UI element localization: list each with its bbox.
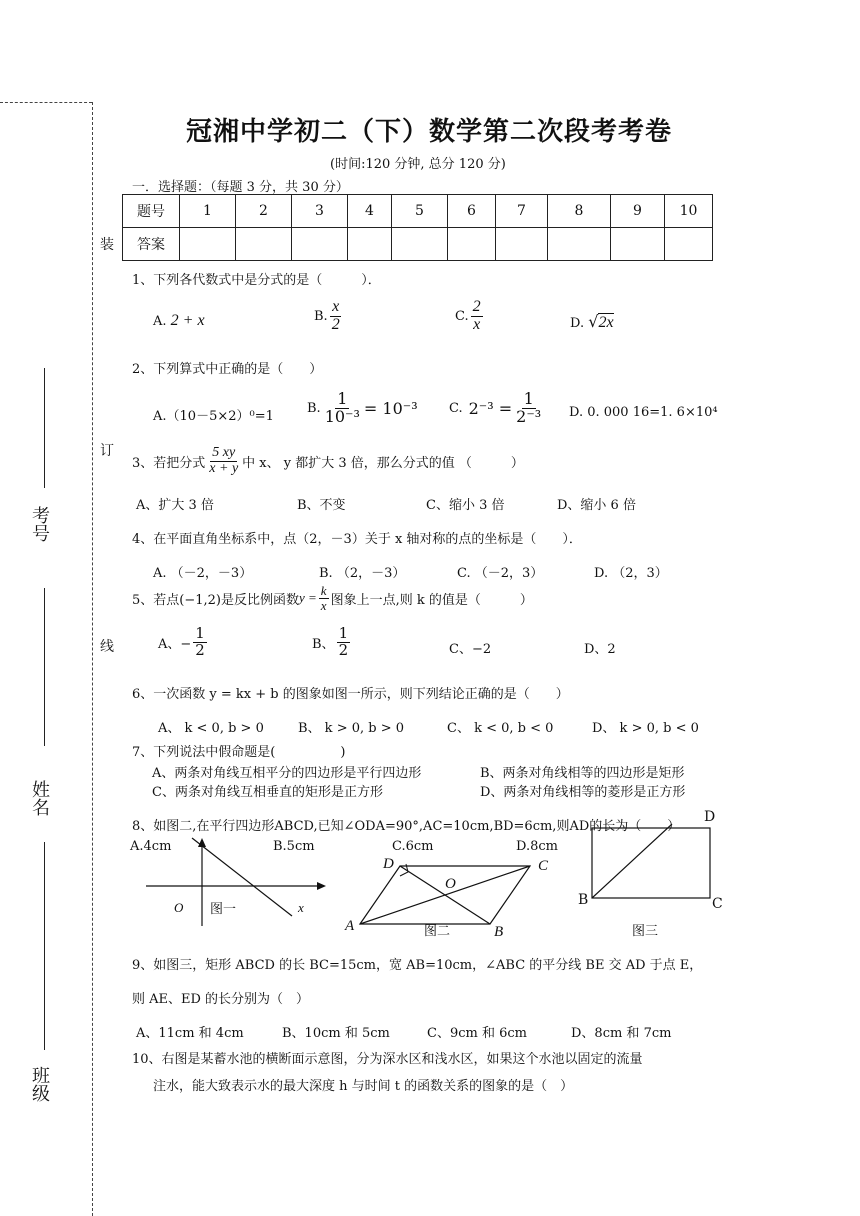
q4-option-b: B. （2，－3） bbox=[319, 566, 406, 581]
q9-option-a: A、11cm 和 4cm bbox=[136, 1026, 244, 1041]
q9-option-b: B、10cm 和 5cm bbox=[282, 1026, 390, 1041]
question-number: 5 bbox=[392, 195, 448, 228]
q7-option-c: C、两条对角线互相垂直的矩形是正方形 bbox=[152, 785, 383, 800]
denominator: x bbox=[320, 597, 327, 613]
answer-cell[interactable] bbox=[496, 228, 548, 261]
q8-option-b: B.5cm bbox=[273, 839, 315, 854]
q5-option-a bbox=[158, 626, 209, 659]
table-row-label: 题号 bbox=[123, 195, 180, 228]
question-number: 1 bbox=[180, 195, 236, 228]
stem-suffix: 中 x、 y 都扩大 3 倍，那么分式的值 （ ） bbox=[242, 455, 524, 471]
figure-3-label-c: C bbox=[712, 896, 723, 912]
table-row bbox=[123, 195, 713, 228]
numerator: k bbox=[320, 583, 327, 598]
q6-option-b: B、 k > 0, b > 0 bbox=[298, 721, 405, 736]
q1-option-a bbox=[153, 312, 205, 330]
q7-option-d: D、两条对角线相等的菱形是正方形 bbox=[480, 785, 686, 800]
numerator: 1 bbox=[523, 389, 534, 408]
answer-cell[interactable] bbox=[236, 228, 292, 261]
figure-3-caption: 图三 bbox=[632, 924, 659, 939]
q2-option-b bbox=[307, 391, 418, 426]
answer-cell[interactable] bbox=[392, 228, 448, 261]
q4-option-a: A. （－2，－3） bbox=[153, 566, 253, 581]
page-subtitle: (时间:120 分钟, 总分 120 分) bbox=[330, 157, 506, 172]
q3-option-b: B、不变 bbox=[297, 498, 346, 513]
figure-1-caption: 图一 bbox=[210, 902, 237, 917]
fraction bbox=[193, 626, 207, 659]
answer-cell[interactable] bbox=[611, 228, 665, 261]
q9-option-d: D、8cm 和 7cm bbox=[571, 1026, 672, 1041]
option-label: A. bbox=[153, 314, 167, 329]
question-number: 3 bbox=[292, 195, 348, 228]
figure-1-x-label: x bbox=[298, 900, 304, 915]
denominator: 2⁻³ bbox=[516, 406, 542, 426]
student-name-label: 姓名 bbox=[29, 780, 50, 816]
q5-option-d: D、2 bbox=[584, 642, 616, 657]
figure-2-label-d: D bbox=[383, 856, 394, 872]
question-9-line-2: 则 AE、ED 的长分别为（ ） bbox=[132, 992, 310, 1007]
denominator: 2 bbox=[195, 640, 205, 659]
binding-dash-top bbox=[0, 102, 92, 103]
figure-3-label-d: D bbox=[704, 809, 716, 825]
q7-option-b: B、两条对角线相等的四边形是矩形 bbox=[480, 766, 685, 781]
q3-option-d: D、缩小 6 倍 bbox=[557, 498, 636, 513]
figure-3-rectangle bbox=[586, 824, 716, 904]
answer-cell[interactable] bbox=[448, 228, 496, 261]
q6-option-d: D、 k > 0, b < 0 bbox=[592, 721, 699, 736]
math-expression: 2x bbox=[598, 314, 614, 331]
question-number: 7 bbox=[496, 195, 548, 228]
table-row bbox=[123, 228, 713, 261]
fraction bbox=[207, 446, 240, 476]
denominator: 10⁻³ bbox=[324, 406, 360, 426]
question-1-stem: 1、下列各代数式中是分式的是（ ）． bbox=[132, 273, 381, 288]
question-3-stem bbox=[132, 446, 524, 476]
fraction bbox=[330, 299, 342, 334]
answer-cell[interactable] bbox=[180, 228, 236, 261]
exam-number-label: 考号 bbox=[29, 506, 50, 542]
q2-option-a: A.（10－5×2）⁰=1 bbox=[153, 409, 274, 424]
q3-option-c: C、缩小 3 倍 bbox=[426, 498, 505, 513]
question-9-line-1: 9、如图三，矩形 ABCD 的长 BC=15cm，宽 AB=10cm，∠ABC 的平分线 BE 交 AD 于点 E， bbox=[132, 958, 703, 973]
denominator: x bbox=[473, 315, 481, 333]
question-number: 10 bbox=[665, 195, 713, 228]
option-label: D. bbox=[570, 316, 585, 331]
question-7-stem: 7、下列说法中假命题是( ) bbox=[132, 745, 346, 760]
answer-cell[interactable] bbox=[548, 228, 611, 261]
fraction bbox=[471, 299, 483, 334]
fraction bbox=[514, 391, 543, 426]
answer-table bbox=[122, 194, 713, 261]
page-title: 冠湘中学初二（下）数学第二次段考考卷 bbox=[186, 117, 673, 147]
denominator: x + y bbox=[209, 460, 239, 476]
stem-prefix: 5、若点(−1,2)是反比例函数 bbox=[132, 592, 299, 608]
numerator: 1 bbox=[338, 624, 349, 642]
option-label: B、 bbox=[312, 636, 335, 652]
answer-cell[interactable] bbox=[665, 228, 713, 261]
q2-option-c bbox=[449, 391, 545, 426]
option-label: B. bbox=[307, 400, 321, 416]
figure-3-label-b: B bbox=[578, 892, 589, 908]
numerator: 2 bbox=[472, 298, 481, 315]
figure-1-origin-label: O bbox=[174, 900, 184, 915]
question-6-stem: 6、一次函数 y = kx + b 的图象如图一所示，则下列结论正确的是（ ） bbox=[132, 687, 569, 702]
q9-option-c: C、9cm 和 6cm bbox=[427, 1026, 527, 1041]
q6-option-c: C、 k < 0, b < 0 bbox=[447, 721, 554, 736]
stem-suffix: 图象上一点,则 k 的值是（ ） bbox=[330, 592, 533, 608]
q8-option-d: D.8cm bbox=[516, 839, 558, 854]
table-row-label: 答案 bbox=[123, 228, 180, 261]
exam-number-blank[interactable] bbox=[44, 368, 45, 488]
fraction bbox=[337, 626, 351, 659]
question-10-line-2: 注水，能大致表示水的最大深度 h 与时间 t 的函数关系的图象的是（ ） bbox=[153, 1079, 574, 1094]
option-label: C. bbox=[449, 400, 463, 416]
numerator: 5 xy bbox=[212, 445, 236, 460]
question-5-stem bbox=[132, 584, 533, 612]
q2-option-d: D. 0. 000 16=1. 6×10⁴ bbox=[569, 405, 718, 420]
q8-option-a: A.4cm bbox=[130, 839, 172, 854]
question-number: 2 bbox=[236, 195, 292, 228]
math-expression: 2⁻³ = bbox=[468, 398, 513, 418]
question-number: 8 bbox=[548, 195, 611, 228]
q4-option-c: C. （－2，3） bbox=[457, 566, 544, 581]
answer-cell[interactable] bbox=[348, 228, 392, 261]
class-label: 班级 bbox=[29, 1066, 50, 1102]
math-expression: y = bbox=[298, 590, 317, 606]
fraction bbox=[319, 584, 329, 612]
question-4-stem: 4、在平面直角坐标系中，点（2，－3）关于 x 轴对称的点的坐标是（ ）． bbox=[132, 532, 582, 547]
q7-option-a: A、两条对角线互相平分的四边形是平行四边形 bbox=[152, 766, 422, 781]
binding-mark-zhuang: 装 bbox=[100, 237, 114, 253]
figure-2-label-c: C bbox=[538, 858, 549, 874]
numerator: 1 bbox=[195, 624, 205, 642]
q1-option-c bbox=[455, 299, 485, 334]
q3-option-a: A、扩大 3 倍 bbox=[136, 498, 214, 513]
binding-mark-xian: 线 bbox=[100, 639, 114, 655]
option-label: B. bbox=[314, 308, 328, 324]
question-10-line-1: 10、右图是某蓄水池的横断面示意图，分为深水区和浅水区，如果这个水池以固定的流量 bbox=[132, 1052, 643, 1067]
class-blank[interactable] bbox=[44, 842, 45, 1050]
q4-option-d: D. （2，3） bbox=[594, 566, 668, 581]
numerator: 1 bbox=[337, 389, 348, 408]
q5-option-c: C、−2 bbox=[449, 642, 492, 657]
question-2-stem: 2、下列算式中正确的是（ ） bbox=[132, 362, 323, 377]
answer-cell[interactable] bbox=[292, 228, 348, 261]
q1-option-b bbox=[314, 299, 344, 334]
denominator: 2 bbox=[338, 640, 349, 659]
figure-2-label-o: O bbox=[445, 876, 456, 892]
option-label: C. bbox=[455, 308, 469, 324]
question-number: 6 bbox=[448, 195, 496, 228]
question-8-stem: 8、如图二,在平行四边形ABCD,已知∠ODA=90°,AC=10cm,BD=6cm,则AD的长为（ ） bbox=[132, 819, 681, 834]
section-heading: 一．选择题：（每题 3 分，共 30 分） bbox=[132, 180, 349, 195]
binding-mark-ding: 订 bbox=[100, 443, 114, 459]
student-name-blank[interactable] bbox=[44, 588, 45, 746]
q5-option-b bbox=[312, 626, 352, 659]
denominator: 2 bbox=[331, 315, 340, 333]
figure-1-graph bbox=[140, 830, 340, 930]
question-number: 4 bbox=[348, 195, 392, 228]
math-expression: = 10⁻³ bbox=[363, 398, 418, 418]
q1-option-d bbox=[570, 312, 614, 332]
sqrt-symbol: √ bbox=[588, 312, 599, 331]
math-expression: 2 + x bbox=[170, 312, 205, 329]
q6-option-a: A、 k < 0, b > 0 bbox=[158, 721, 264, 736]
fraction bbox=[323, 391, 362, 426]
figure-2-label-a: A bbox=[345, 918, 355, 934]
numerator: x bbox=[332, 298, 340, 315]
question-number: 9 bbox=[611, 195, 665, 228]
binding-dash-line bbox=[92, 102, 93, 1216]
figure-2-label-b: B bbox=[494, 924, 504, 940]
figure-2-caption: 图二 bbox=[424, 924, 451, 939]
stem-prefix: 3、若把分式 bbox=[132, 455, 206, 471]
option-label: A、− bbox=[158, 636, 192, 652]
q8-option-c: C.6cm bbox=[392, 839, 434, 854]
